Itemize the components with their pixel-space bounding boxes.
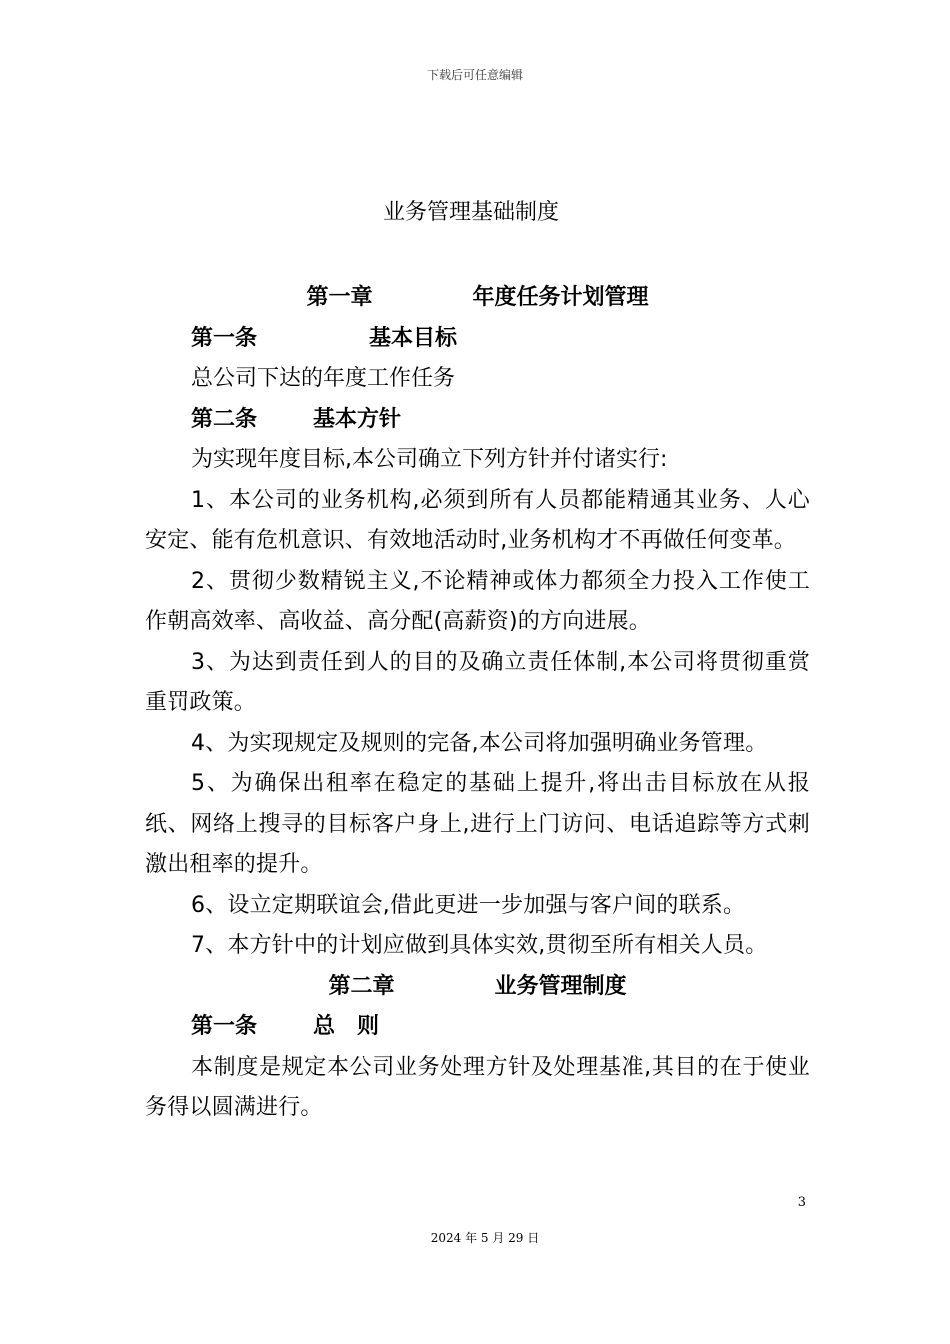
article-body: 总公司下达的年度工作任务 [191,366,456,391]
document-title: 业务管理基础制度 [382,200,559,225]
article-intro: 为实现年度目标,本公司确立下列方针并付诸实行: [191,447,668,472]
article-title: 基本方针 [313,406,402,432]
page-number: 3 [797,1195,806,1210]
policy-item-5: 5、为确保出租率在稳定的基础上提升,将出击目标放在从报纸、网络上搜寻的目标客户身上,进行上门访问、电话追踪等方式刺激出租率的提升。 [145,771,810,877]
chapter-1-heading [145,278,810,319]
policy-item-1: 1、本公司的业务机构,必须到所有人员都能精通其业务、人心安定、能有危机意识、有效地活动时,业务机构才不再做任何变革。 [145,487,810,553]
article-title: 总 则 [313,1014,380,1039]
chapter-1-article-1-heading [145,319,810,360]
policy-item-7: 7、本方针中的计划应做到具体实效,贯彻至所有相关人员。 [191,933,768,958]
chapter-2-heading [145,967,810,1008]
article-title: 基本目标 [369,325,458,351]
policy-item-3: 3、为达到责任到人的目的及确立责任体制,本公司将贯彻重赏重罚政策。 [145,649,810,715]
policy-item-2: 2、贯彻少数精锐主义,不论精神或体力都须全力投入工作使工作朝高效率、高收益、高分配(高薪资)的方向进展。 [145,568,810,634]
article-label: 第二条 [191,406,258,432]
article-body: 本制度是规定本公司业务处理方针及处理基准,其目的在于使业务得以圆满进行。 [145,1054,810,1120]
chapter-1-title: 年度任务计划管理 [472,285,649,310]
article-label: 第一条 [191,1014,258,1039]
chapter-2-title: 业务管理制度 [494,973,627,999]
document-body [145,278,810,1129]
chapter-1-label: 第一章 [306,285,373,310]
policy-item-6: 6、设立定期联谊会,借此更进一步加强与客户间的联系。 [191,892,746,918]
policy-item-4: 4、为实现规定及规则的完备,本公司将加强明确业务管理。 [191,730,768,756]
chapter-2-label: 第二章 [328,973,395,999]
chapter-2-article-1-heading [145,1007,810,1048]
chapter-1-article-2-heading [145,400,810,441]
article-label: 第一条 [191,325,258,351]
page-header: 下载后可任意编辑 [426,68,523,82]
footer-date: 2024 年 5 月 29 日 [430,1231,540,1245]
